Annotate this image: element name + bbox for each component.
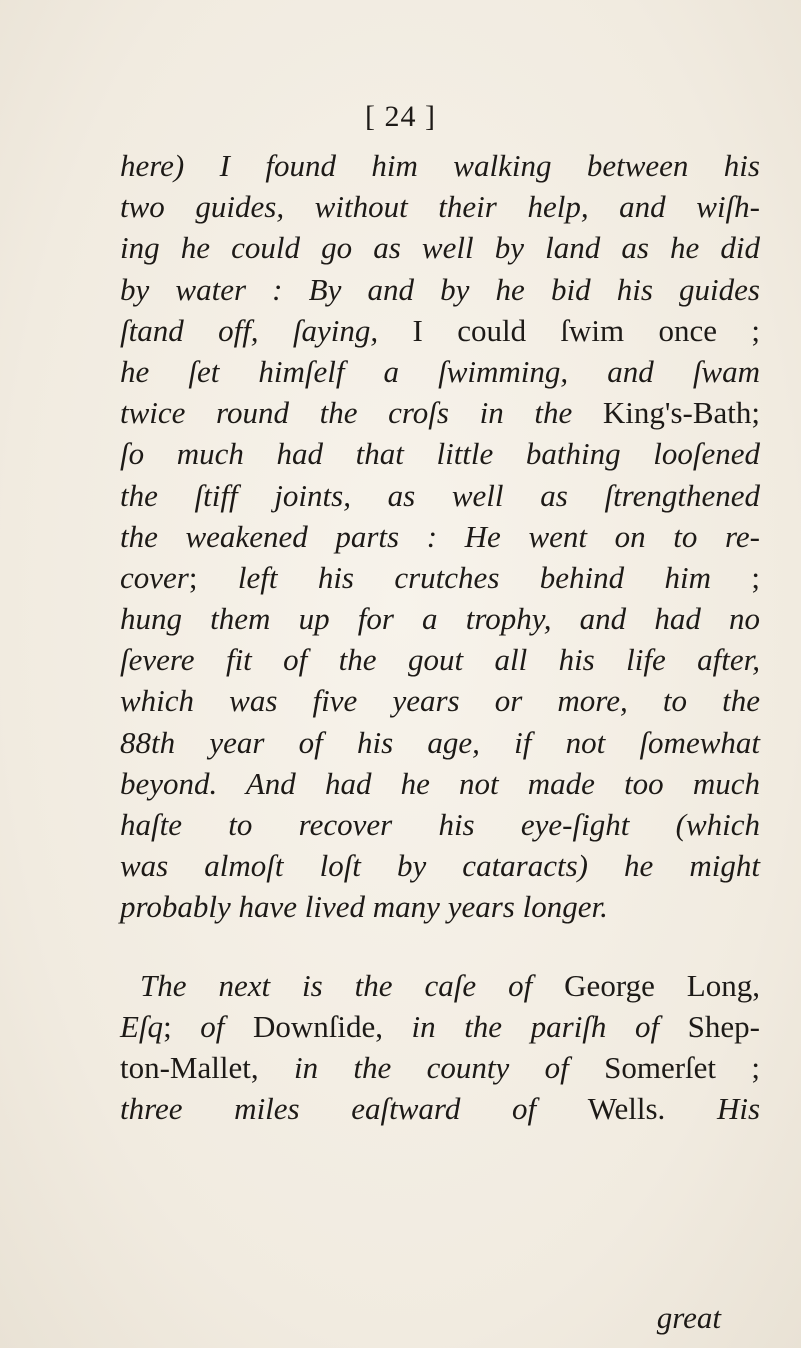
text-line xyxy=(120,965,760,1006)
text-line xyxy=(120,845,760,886)
text-run: ſevere fit of the gout all his life after, xyxy=(120,642,760,678)
text-run: Downſide, xyxy=(252,1008,412,1044)
text-run: probably have lived many years longer. xyxy=(120,889,608,925)
paragraph xyxy=(120,965,760,1130)
text-run: Somerſet ; xyxy=(604,1049,760,1085)
text-run: in the county of xyxy=(293,1049,605,1085)
text-line xyxy=(120,680,760,721)
text-run: two guides, without their help, and wiſh- xyxy=(120,189,760,225)
body-text xyxy=(120,145,760,1129)
text-run: ſtand off, ſaying, xyxy=(120,312,413,348)
text-line xyxy=(120,392,760,433)
text-run: he ſet himſelf a ſwimming, and ſwam xyxy=(120,353,760,389)
text-run: twice round the croſs in the xyxy=(120,395,603,431)
text-run: was almoſt loſt by cataracts) he might xyxy=(120,848,760,884)
text-line xyxy=(120,763,760,804)
text-line xyxy=(120,557,760,598)
text-line xyxy=(120,433,760,474)
text-run: of xyxy=(200,1008,253,1044)
text-line xyxy=(120,351,760,392)
text-run: Wells. xyxy=(587,1091,717,1127)
text-run: ing he could go as well by land as he did xyxy=(120,230,760,266)
text-run: His xyxy=(716,1091,761,1127)
text-line xyxy=(120,186,760,227)
text-run: I could ſwim once ; xyxy=(412,312,760,348)
text-line xyxy=(120,804,760,845)
text-run: the weakened parts : He went on to re- xyxy=(120,518,760,554)
catchword: great xyxy=(656,1300,721,1335)
text-run: which was five years or more, to the xyxy=(120,683,760,719)
text-run: George Long, xyxy=(564,967,760,1003)
text-run: haſte to recover his eye-ſight (which xyxy=(120,807,760,842)
text-line xyxy=(120,269,760,310)
text-line xyxy=(120,598,760,639)
text-line xyxy=(120,516,760,557)
text-line xyxy=(120,227,760,268)
text-run: Eſq xyxy=(120,1008,164,1044)
page-number: [ 24 ] xyxy=(365,100,436,133)
text-line xyxy=(120,145,760,186)
text-run: cover xyxy=(120,559,189,595)
text-run: ton-Mallet, xyxy=(120,1049,294,1085)
text-run: here) I found him walking between his xyxy=(120,148,760,183)
text-run: beyond. And had he not made too much xyxy=(120,765,760,801)
text-run: in the pariſh of xyxy=(411,1008,688,1044)
text-line xyxy=(120,475,760,516)
text-line xyxy=(120,1088,760,1129)
text-line xyxy=(120,310,760,351)
text-run: 88th year of his age, if not ſomewhat xyxy=(120,724,760,760)
text-run: by water : By and by he bid his guides xyxy=(120,271,760,307)
text-run: ; xyxy=(163,1008,201,1044)
text-line xyxy=(120,639,760,680)
text-run: ; xyxy=(711,559,760,595)
text-run: ſo much had that little bathing looſened xyxy=(120,436,760,472)
text-run: hung them up for a trophy, and had no xyxy=(120,601,760,637)
text-line xyxy=(120,1006,760,1047)
text-run: ; xyxy=(188,559,238,595)
text-run: The next is the caſe of xyxy=(140,967,565,1003)
text-run: the ſtiff joints, as well as ſtrengthened xyxy=(120,477,760,513)
paragraph xyxy=(120,145,760,928)
text-run: Shep- xyxy=(687,1008,760,1044)
paragraph-gap xyxy=(120,928,760,965)
text-line xyxy=(120,886,760,927)
text-line xyxy=(120,722,760,763)
text-run: King's-Bath; xyxy=(602,395,760,431)
text-line xyxy=(120,1047,760,1088)
text-run: three miles eaſtward of xyxy=(120,1091,588,1127)
text-run: left his crutches behind him xyxy=(237,559,711,595)
